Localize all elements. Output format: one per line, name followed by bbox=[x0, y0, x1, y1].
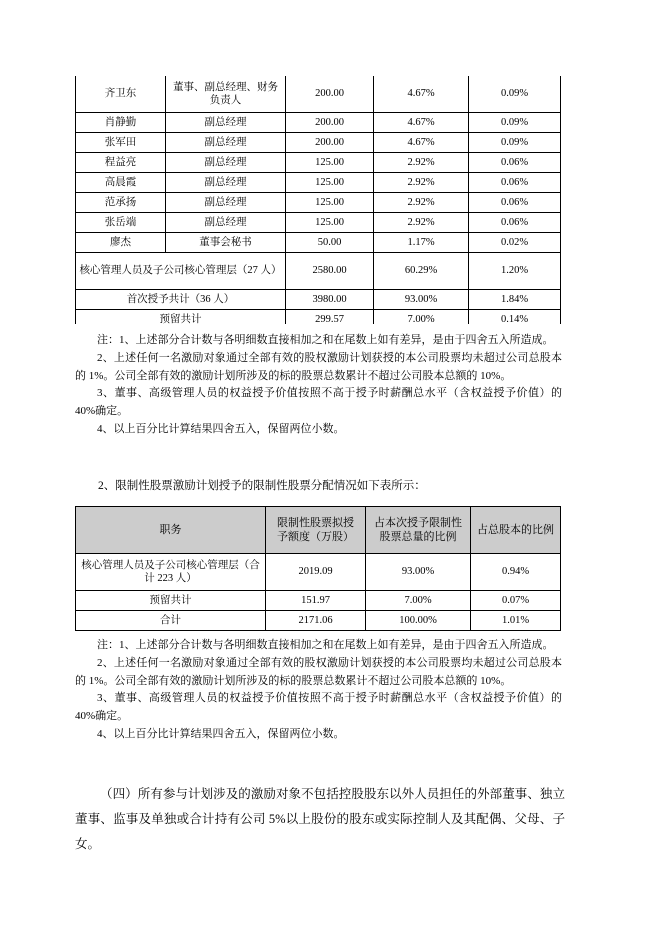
pct-of-total: 0.07% bbox=[471, 591, 561, 611]
pct-of-grant: 7.00% bbox=[374, 310, 469, 325]
note-item: 3、董事、高级管理人员的权益授予价值按照不高于授予时薪酬总水平（含权益授予价值）的 40%确定。 bbox=[75, 387, 562, 418]
table-row bbox=[76, 113, 561, 133]
grant-amount: 200.00 bbox=[286, 76, 374, 113]
pct-of-total: 1.84% bbox=[469, 290, 561, 310]
grant-amount: 125.00 bbox=[286, 213, 374, 233]
table-body bbox=[76, 554, 561, 631]
header-line-1: 限制性股票拟授 bbox=[277, 516, 354, 529]
grant-amount: 125.00 bbox=[286, 153, 374, 173]
table-row bbox=[76, 554, 561, 591]
pct-of-total: 1.20% bbox=[469, 253, 561, 290]
header-line-2: 股票总量的比例 bbox=[379, 531, 457, 543]
notes-block-second bbox=[75, 637, 562, 744]
participant-title: 董事会秘书 bbox=[166, 233, 286, 253]
pct-of-total: 0.94% bbox=[471, 554, 561, 591]
note-item: 2、上述任何一名激励对象通过全部有效的股权激励计划获授的本公司股票均未超过公司总股本的 1%。公司全部有效的激励计划所涉及的标的股票总数累计不超过公司股本总额的 10%。 bbox=[75, 351, 562, 382]
incentive-allocation-table-first-wrapper bbox=[75, 76, 562, 324]
table-row bbox=[76, 133, 561, 153]
group-label: 预留共计 bbox=[76, 310, 286, 325]
pct-of-grant: 1.17% bbox=[374, 233, 469, 253]
table-row bbox=[76, 233, 561, 253]
note-item: 注：1、上述部分合计数与各明细数直接相加之和在尾数上如有差异，是由于四舍五入所造成。 bbox=[97, 639, 554, 651]
group-label: 首次授予共计（36 人） bbox=[76, 290, 286, 310]
table-row bbox=[76, 310, 561, 325]
note-item: 3、董事、高级管理人员的权益授予价值按照不高于授予时薪酬总水平（含权益授予价值）的 40%确定。 bbox=[75, 692, 562, 723]
pct-of-total: 0.14% bbox=[469, 310, 561, 325]
pct-of-total: 0.06% bbox=[469, 153, 561, 173]
pct-of-total: 0.06% bbox=[469, 213, 561, 233]
participant-name: 齐卫东 bbox=[76, 76, 166, 113]
pct-of-total: 1.01% bbox=[471, 611, 561, 631]
pct-of-grant: 93.00% bbox=[374, 290, 469, 310]
note-item: 2、上述任何一名激励对象通过全部有效的股权激励计划获授的本公司股票均未超过公司总股本的 1%。公司全部有效的激励计划所涉及的标的股票总数累计不超过公司股本总额的 10%。 bbox=[75, 656, 562, 687]
table-row bbox=[76, 153, 561, 173]
pct-of-total: 0.09% bbox=[469, 113, 561, 133]
participant-name: 肖静勤 bbox=[76, 113, 166, 133]
pct-of-grant: 4.67% bbox=[374, 133, 469, 153]
grant-amount: 200.00 bbox=[286, 133, 374, 153]
table-row bbox=[76, 253, 561, 290]
position-label: 合计 bbox=[76, 611, 266, 631]
participant-name: 程益亮 bbox=[76, 153, 166, 173]
grant-amount: 3980.00 bbox=[286, 290, 374, 310]
participant-title: 副总经理 bbox=[166, 113, 286, 133]
pct-of-total: 0.06% bbox=[469, 173, 561, 193]
grant-amount: 125.00 bbox=[286, 193, 374, 213]
participant-title: 副总经理 bbox=[166, 133, 286, 153]
participant-name: 张岳端 bbox=[76, 213, 166, 233]
section-heading-two: 2、限制性股票激励计划授予的限制性股票分配情况如下表所示： bbox=[98, 480, 426, 492]
notes-block-first bbox=[75, 332, 562, 439]
position-label: 核心管理人员及子公司核心管理层（合计 223 人） bbox=[76, 554, 266, 591]
table-body bbox=[76, 76, 561, 324]
grant-amount: 151.97 bbox=[266, 591, 366, 611]
note-item: 4、以上百分比计算结果四舍五入，保留两位小数。 bbox=[97, 423, 345, 436]
pct-of-grant: 7.00% bbox=[366, 591, 471, 611]
note-item: 注：1、上述部分合计数与各明细数直接相加之和在尾数上如有差异，是由于四舍五入所造成。 bbox=[97, 334, 554, 346]
table-row bbox=[76, 193, 561, 213]
participant-name: 张军田 bbox=[76, 133, 166, 153]
pct-of-total: 0.09% bbox=[469, 133, 561, 153]
grant-amount: 299.57 bbox=[286, 310, 374, 325]
pct-of-grant: 2.92% bbox=[374, 153, 469, 173]
participant-title: 副总经理 bbox=[166, 213, 286, 233]
paragraph-four: （四）所有参与计划涉及的激励对象不包括控股股东以外人员担任的外部董事、独立董事、监事及单独或合计持有公司 5%以上股份的股东或实际控制人及其配偶、父母、子女。 bbox=[75, 787, 565, 851]
participant-name: 廖杰 bbox=[76, 233, 166, 253]
table-row bbox=[76, 290, 561, 310]
pct-of-total: 0.09% bbox=[469, 76, 561, 113]
group-label: 核心管理人员及子公司核心管理层（27 人） bbox=[76, 253, 286, 290]
pct-of-total: 0.02% bbox=[469, 233, 561, 253]
table-row bbox=[76, 213, 561, 233]
grant-amount: 2580.00 bbox=[286, 253, 374, 290]
pct-of-grant: 2.92% bbox=[374, 213, 469, 233]
participant-name: 高晨霞 bbox=[76, 173, 166, 193]
pct-of-grant: 100.00% bbox=[366, 611, 471, 631]
pct-of-grant: 4.67% bbox=[374, 76, 469, 113]
pct-of-grant: 60.29% bbox=[374, 253, 469, 290]
participant-title: 董事、副总经理、财务负责人 bbox=[166, 76, 286, 113]
header-line-1: 占本次授予限制性 bbox=[374, 516, 462, 529]
table-header bbox=[76, 507, 561, 554]
pct-of-grant: 2.92% bbox=[374, 193, 469, 213]
header-line-1: 占总股本的比例 bbox=[477, 523, 554, 536]
column-header-pct-of-total bbox=[471, 507, 561, 554]
pct-of-total: 0.06% bbox=[469, 193, 561, 213]
grant-amount: 50.00 bbox=[286, 233, 374, 253]
incentive-allocation-table-first bbox=[75, 76, 561, 324]
grant-amount: 2171.06 bbox=[266, 611, 366, 631]
table-row bbox=[76, 76, 561, 113]
pct-of-grant: 93.00% bbox=[366, 554, 471, 591]
participant-title: 副总经理 bbox=[166, 173, 286, 193]
note-item: 4、以上百分比计算结果四舍五入，保留两位小数。 bbox=[97, 728, 345, 741]
restricted-stock-allocation-table bbox=[75, 506, 561, 631]
grant-amount: 200.00 bbox=[286, 113, 374, 133]
table-row bbox=[76, 173, 561, 193]
table-row bbox=[76, 611, 561, 631]
pct-of-grant: 4.67% bbox=[374, 113, 469, 133]
pct-of-grant: 2.92% bbox=[374, 173, 469, 193]
table-header-row bbox=[76, 507, 561, 554]
table-row bbox=[76, 591, 561, 611]
column-header-pct-of-grant bbox=[366, 507, 471, 554]
position-label: 预留共计 bbox=[76, 591, 266, 611]
participant-title: 副总经理 bbox=[166, 153, 286, 173]
grant-amount: 2019.09 bbox=[266, 554, 366, 591]
column-header-position bbox=[76, 507, 266, 554]
header-line-1: 职务 bbox=[159, 523, 182, 536]
participant-name: 范承扬 bbox=[76, 193, 166, 213]
column-header-amount bbox=[266, 507, 366, 554]
header-line-2: 予额度（万股） bbox=[277, 531, 354, 543]
participant-title: 副总经理 bbox=[166, 193, 286, 213]
grant-amount: 125.00 bbox=[286, 173, 374, 193]
